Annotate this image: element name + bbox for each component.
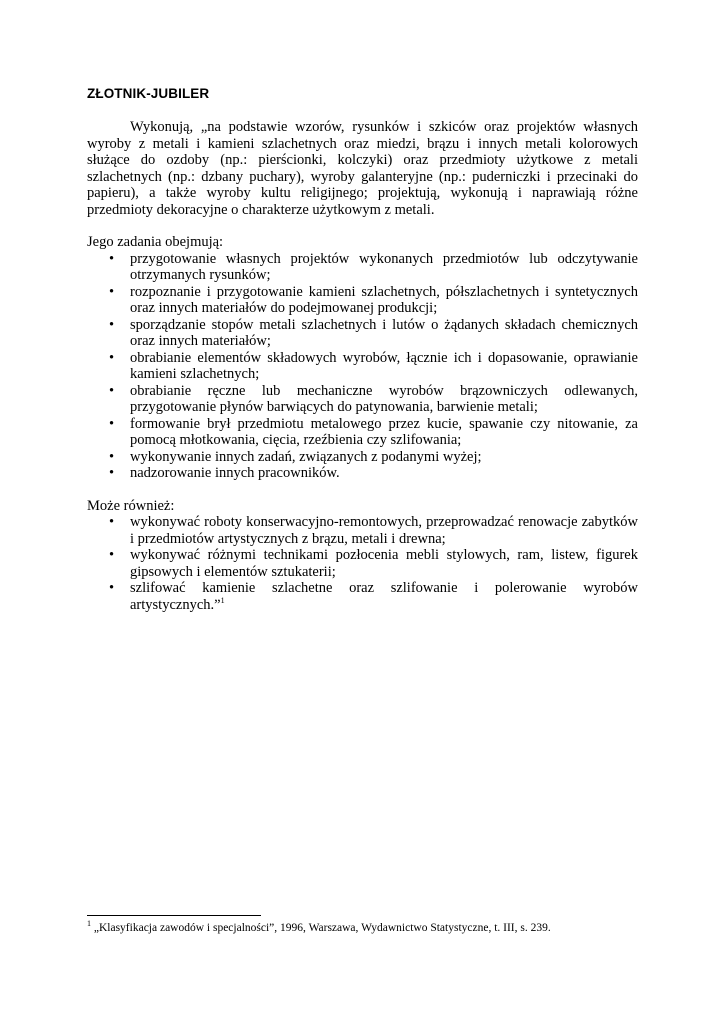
list-item [87,547,638,580]
list-item [87,284,638,317]
duties-heading: Jego zadania obejmują: [87,234,224,250]
list-item-text: przygotowanie własnych projektów wykonanych przedmiotów lub odczytywanie otrzymanych rysunków; [130,250,638,283]
bullet-icon: • [109,316,115,333]
list-item-text: obrabianie ręczne lub mechaniczne wyrobów brązowniczych odlewanych, przygotowanie płynów barwiących do patynowania, barwienie metali; [130,382,638,415]
list-item-text: szlifować kamienie szlachetne oraz szlifowanie i polerowanie wyrobów artystycznych.” [130,580,638,613]
bullet-icon: • [109,465,115,481]
list-item-text: wykonywać roboty konserwacyjno-remontowych, przeprowadzać renowacje zabytków i przedmiotów artystycznych z brązu, metali i drewna; [130,514,638,547]
footnote-number: 1 [87,919,91,929]
bullet-icon: • [109,415,115,432]
list-item-text: formowanie brył przedmiotu metalowego przez kucie, spawanie czy nitowanie, za pomocą młotkowania, cięcia, rzeźbienia czy szlifowania; [130,415,638,448]
list-item-text: sporządzanie stopów metali szlachetnych i lutów o żądanych składach chemicznych oraz innych materiałów; [130,316,638,349]
footnote-separator [87,915,261,916]
list-item-text: nadzorowanie innych pracowników. [130,465,340,481]
bullet-icon: • [109,283,115,300]
footnote [87,921,647,935]
list-item-text: obrabianie elementów składowych wyrobów, łącznie ich i dopasowanie, oprawianie kamieni szlachetnych; [130,349,638,382]
list-item-text: wykonywanie innych zadań, związanych z podanymi wyżej; [130,448,482,465]
list-item-text: rozpoznanie i przygotowanie kamieni szlachetnych, półszlachetnych i syntetycznych oraz innych materiałów do podejmowanej produkcji; [130,283,638,316]
also-list [87,514,638,613]
list-item [87,465,638,482]
list-item [87,251,638,284]
intro-paragraph: Wykonują, „na podstawie wzorów, rysunków i szkiców oraz projektów własnych wyroby z metali i kamieni szlachetnych oraz miedzi, brązu i innych metali kolorowych służące do ozdoby (np.: pierścionki, kolczyki) oraz przedmioty użytkowe z metali szlachetnych (np.: dzbany puchary), wyroby galanteryjne (np.: puderniczki i przecinaki do papieru), a także wyroby kultu religijnego; projektują, wykonują i naprawiają różne przedmioty dekoracyjne o charakterze użytkowym z metali. [87,119,638,218]
bullet-icon: • [109,448,115,465]
also-heading: Może również: [87,497,175,514]
bullet-icon: • [109,382,115,399]
list-item [87,580,638,613]
list-item [87,416,638,449]
footnote-reference[interactable]: 1 [220,595,225,605]
bullet-icon: • [109,514,115,530]
bullet-icon: • [109,250,115,267]
footnote-text: „Klasyfikacja zawodów i specjalności”, 1996, Warszawa, Wydawnictwo Statystyczne, t. III, s. 239. [93,922,551,934]
list-item [87,350,638,383]
page-title: ZŁOTNIK-JUBILER [87,86,210,101]
list-item [87,383,638,416]
list-item [87,449,638,466]
list-item [87,317,638,350]
bullet-icon: • [109,580,115,596]
bullet-icon: • [109,547,115,563]
list-item-text: wykonywać różnymi technikami pozłocenia mebli stylowych, ram, listew, figurek gipsowych i elementów sztukaterii; [130,547,638,580]
document-page [87,86,638,629]
bullet-icon: • [109,349,115,366]
list-item [87,514,638,547]
duties-list [87,251,638,482]
